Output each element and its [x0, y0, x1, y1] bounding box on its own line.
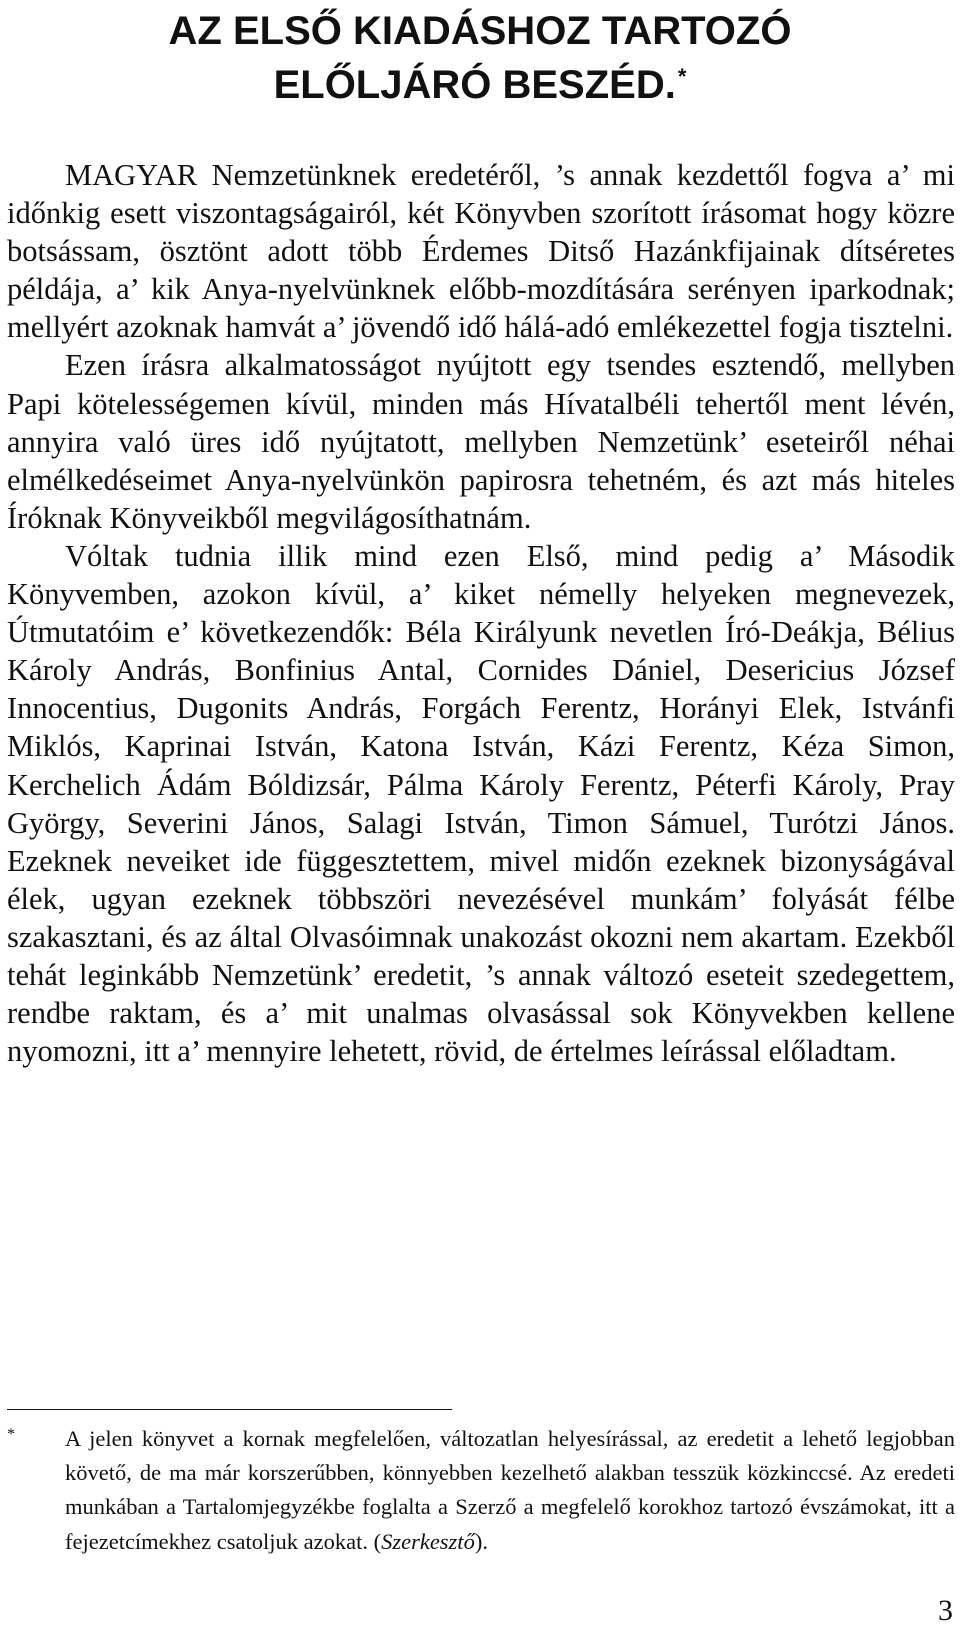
paragraph-2: Ezen írásra alkalmatosságot nyújtott egy tsendes esztendő, mellyben Papi kötelességemen kívül, minden más Hívatalbéli tehertől ment lévén, annyira való üres idő nyújtatott, mellyben Nemzetünk’ eseteiről néhai elmélkedéseimet Anya-nyelvünkön papirosra tehetném, és azt más hiteles Íróknak Könyveikből megvilágosíthatnám.	[7, 348, 955, 535]
footnote-marker: *	[7, 1426, 15, 1443]
chapter-heading	[0, 4, 960, 112]
heading-line-2-text: ELŐLJÁRÓ BESZÉD.	[273, 63, 676, 107]
footnote-separator	[7, 1409, 452, 1410]
footnote-text-after: ).	[474, 1528, 488, 1554]
footnote-text-before: A jelen könyvet a kornak megfelelően, változatlan helyesírással, az eredetit a lehető legjobban követő, de ma már korszerűbben, könnyebben kezelhető alakban tesszük közkinccsé. Az eredeti munkában a Tartalomjegyzékbe foglalta a Szerző a megfelelő korokhoz tartozó évszámokat, itt a fejezetcímekhez csatoljuk azokat. (	[65, 1426, 955, 1554]
body-text	[7, 156, 955, 1070]
page-number: 3	[938, 1594, 953, 1627]
heading-footnote-marker[interactable]: *	[677, 63, 687, 89]
paragraph-1: MAGYAR Nemzetünknek eredetéről, ’s annak kezdettől fogva a’ mi időnkig esett viszontagságairól, két Könyvben szorított írásomat hogy közre botsássam, ösztönt adott több Érdemes Ditső Hazánkfijainak dítséretes példája, a’ kik Anya-nyelvünknek előbb-mozdítására serényen iparkodnak; mellyért azoknak hamvát a’ jövendő idő hálá-adó emlékezettel fogja tisztelni.	[7, 158, 955, 345]
heading-line-1: AZ ELSŐ KIADÁSHOZ TARTOZÓ	[168, 9, 792, 53]
footnote	[7, 1422, 955, 1559]
footnote-editor-credit: Szerkesztő	[381, 1528, 475, 1554]
heading-line-2	[0, 58, 960, 112]
paragraph-3: Vóltak tudnia illik mind ezen Első, mind pedig a’ Második Könyvemben, azokon kívül, a’ kiket némelly helyeken megnevezek, Útmutatóim e’ következendők: Béla Királyunk nevetlen Író-Deákja, Bélius Károly András, Bonfinius Antal, Cornides Dániel, Desericius József Innocentius, Dugonits András, Forgách Ferentz, Horányi Elek, Istvánfi Miklós, Kaprinai István, Katona István, Kázi Ferentz, Kéza Simon, Kerchelich Ádám Bóldizsár, Pálma Károly Ferentz, Péterfi Károly, Pray György, Severini János, Salagi István, Timon Sámuel, Turótzi János. Ezeknek neveiket ide függesztettem, mivel midőn ezeknek bizonyságával élek, ugyan ezeknek többszöri nevezésével munkám’ folyását félbe szakasztani, és az által Olvasóimnak unakozást okozni nem akartam. Ezekből tehát leginkább Nemzetünk’ eredetit, ’s annak változó eseteit szedegettem, rendbe raktam, és a’ mit unalmas olvasással sok Könyvekben kellene nyomozni, itt a’ mennyire lehetett, rövid, de értelmes leírással előladtam.	[7, 538, 955, 1069]
